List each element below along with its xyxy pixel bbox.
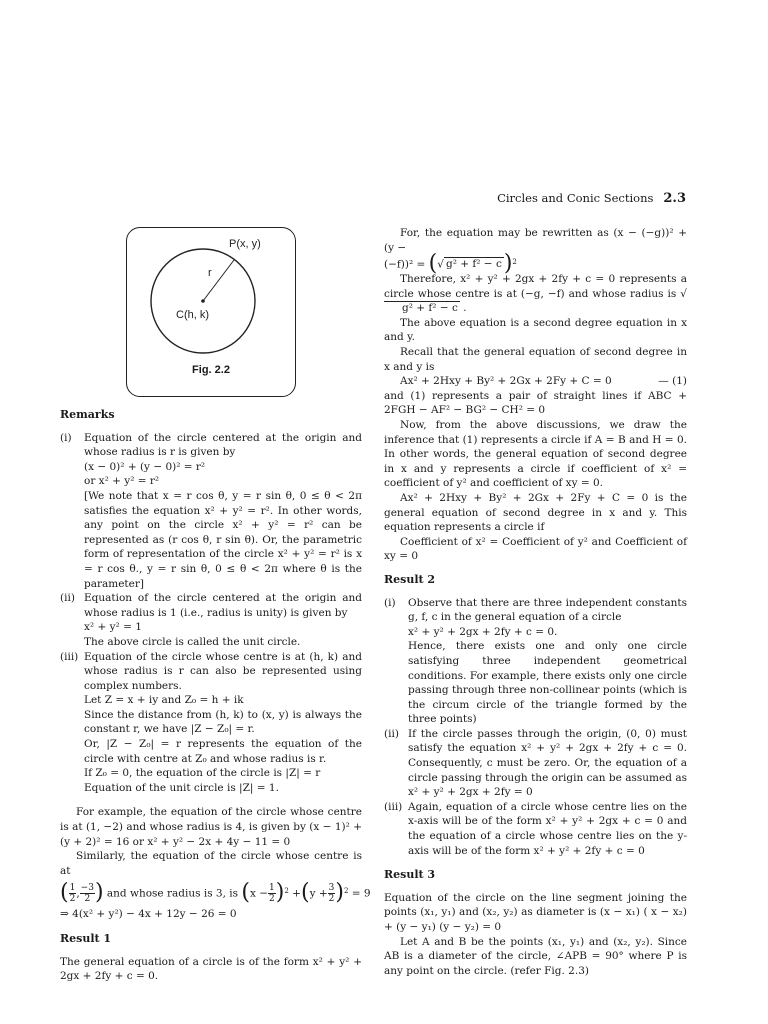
equation-tag: — (1)	[658, 375, 687, 388]
right-paragraph-6: Now, from the above discussions, we draw the inference that (1) represents a circle if A = B and H = 0. In other words, the general equation of second degree in x and y represents a circle if coefficient of x² = coefficient of y² and coefficient of xy = 0.	[384, 419, 687, 490]
running-header	[497, 191, 686, 207]
example-equation-line: ( $\frac{1}{2}$ , $\frac{-3}{2}$ ) and whose radius is 3, is (x − $\frac{1}{2}$ )$^2$ +(y + $\frac{3}{2}$ )$^2$ = 9	[60, 880, 371, 906]
remark-1	[60, 431, 362, 592]
center-dot	[201, 299, 205, 303]
right-paragraph-5: and (1) represents a pair of straight lines if ABC + 2FGH − AF² − BG² − CH² = 0	[384, 389, 687, 417]
result-3-heading: Result 3	[384, 868, 436, 882]
result-2-heading: Result 2	[384, 572, 436, 586]
chapter-title: Circles and Conic Sections	[497, 191, 654, 205]
result-3-paragraph-1: Equation of the circle on the line segment joining the points (x₁, y₁) and (x₂, y₂) as diameter is (x − x₁) ( x − x₂) + (y − y₁) (y − y₂) = 0	[384, 891, 687, 934]
example-paragraph-2: Similarly, the equation of the circle whose centre is at	[60, 850, 362, 877]
result-2-item-1: (i) Observe that there are three independent constants g, f, c in the general equation of a circle x² + y² + 2gx + 2fy + c = 0. Hence, there exists one and only one circle satisfying three independent geometrical conditions. For example, there exists only one circle passing through three non-collinear points (which is the circum circle of the triangle formed by the three points)	[384, 596, 687, 726]
right-paragraph-8: Coefficient of x² = Coefficient of y² and Coefficient of xy = 0	[384, 535, 687, 563]
remark-1-eq2: or x² + y² = r²	[84, 475, 160, 488]
remark-1-number: (i)	[60, 431, 72, 444]
example-mid-text: and whose radius is 3, is	[106, 887, 239, 900]
right-paragraph-2: Therefore, x² + y² + 2gx + 2fy + c = 0 represents a circle whose centre is at (−g, −f) and whose radius is √g² + f² − c .	[384, 273, 687, 315]
remark-2-eq: x² + y² = 1	[84, 621, 142, 634]
right-column	[384, 226, 687, 978]
right-paragraph-7: Ax² + 2Hxy + By² + 2Gx + 2Fy + C = 0 is the general equation of second degree in x and y. This equation represents a circle if	[384, 491, 687, 534]
label-radius: r	[208, 267, 212, 279]
sqrt-expression-1: g² + f² − c	[445, 258, 502, 271]
remark-1-text: Equation of the circle centered at the origin and whose radius is r is given by	[84, 431, 362, 459]
remark-3-line-4: If Z₀ = 0, the equation of the circle is |Z| = r	[84, 767, 321, 780]
right-paragraph-4: Recall that the general equation of second degree in x and y is	[384, 346, 687, 373]
example-paragraph-1: For example, the equation of the circle whose centre is at (1, −2) and whose radius is 4, is given by (x − 1)² + (y + 2)² = 16 or x² + y² − 2x + 4y − 11 = 0	[60, 806, 362, 848]
frac-c: $\frac{1}{2}$	[269, 883, 275, 905]
remark-2-after: The above circle is called the unit circle.	[84, 635, 301, 648]
general-equation: Ax² + 2Hxy + By² + 2Gx + 2Fy + C = 0 — (1)	[400, 375, 687, 388]
remark-3	[60, 650, 362, 796]
remark-3-number: (iii)	[60, 650, 79, 663]
sqrt-expression-2: g² + f² − c	[384, 301, 460, 314]
right-paragraph-1b: (−f))² = (√ g² + f² − c)$^2$	[384, 251, 517, 277]
remark-1-eq1: (x − 0)² + (y − 0)² = r²	[84, 460, 206, 473]
label-center: C(h, k)	[176, 309, 209, 321]
result-1-heading: Result 1	[60, 932, 112, 945]
figure-caption: Fig. 2.2	[192, 364, 230, 376]
frac-d: $\frac{3}{2}$	[328, 883, 335, 905]
label-point: P(x, y)	[229, 238, 261, 250]
frac-a: $\frac{1}{2}$	[69, 883, 76, 905]
page-number: 2.3	[663, 191, 686, 206]
example-result: ⇒ 4(x² + y²) − 4x + 12y − 26 = 0	[60, 908, 237, 921]
remark-2	[60, 591, 362, 649]
example-x-term: x −	[249, 887, 269, 900]
frac-b: $\frac{-3}{2}$	[80, 883, 94, 905]
result-3-paragraph-2: Let A and B be the points (x₁, y₁) and (x₂, y₂). Since AB is a diameter of the circle, ∠APB = 90° where P is any point on the circle. (refer Fig. 2.3)	[384, 935, 687, 977]
example-y-term: y +	[309, 887, 328, 900]
remark-3-line-5: Equation of the unit circle is |Z| = 1.	[84, 781, 279, 794]
right-paragraph-1a: For, the equation may be rewritten as (x − (−g))² + (y −	[384, 227, 687, 254]
result-2-item-3: (iii) Again, equation of a circle whose centre lies on the x-axis will be of the form x² + y² + 2gx + c = 0 and the equation of a circle whose centre lies on the y-axis will be of the form x² + y² + 2fy + c = 0	[384, 800, 687, 857]
remark-2-text: Equation of the circle centered at the origin and whose radius is 1 (i.e., radius is unity) is given by	[84, 592, 362, 619]
circle-figure	[126, 227, 296, 367]
example-eq9: = 9	[351, 887, 371, 900]
result-2-item-2: (ii) If the circle passes through the origin, (0, 0) must satisfy the equation x² + y² + 2gx + 2fy + c = 0. Consequently, c must be zero. Or, the equation of a circle passing through the origin can be assumed as x² + y² + 2gx + 2fy = 0	[384, 727, 687, 799]
remark-2-number: (ii)	[60, 592, 75, 605]
remark-3-line-3: Or, |Z − Z₀| = r represents the equation of the circle with centre at Z₀ and whose radius is r.	[84, 738, 362, 765]
remark-3-text: Equation of the circle whose centre is at (h, k) and whose radius is r can also be represented using complex numbers.	[84, 650, 362, 692]
remark-3-line-2: Since the distance from (h, k) to (x, y) is always the constant r, we have |Z − Z₀| = r.	[84, 708, 362, 736]
result-1-text: The general equation of a circle is of the form x² + y² + 2gx + 2fy + c = 0.	[60, 955, 362, 983]
remarks-heading: Remarks	[60, 408, 115, 421]
left-column	[60, 404, 371, 984]
right-paragraph-3: The above equation is a second degree equation in x and y.	[384, 316, 687, 344]
remark-3-line-1: Let Z = x + iy and Z₀ = h + ik	[84, 694, 244, 707]
remark-1-note: [We note that x = r cos θ, y = r sin θ, 0 ≤ θ < 2π satisfies the equation x² + y² = r². In other words, any point on the circle x² + y² = r² can be represented as (r cos θ, r sin θ). Or, the parametric form of representation of the circle x² + y² = r² is x = r cos θ., y = r sin θ, 0 ≤ θ < 2π where θ is the parameter]	[84, 489, 362, 590]
